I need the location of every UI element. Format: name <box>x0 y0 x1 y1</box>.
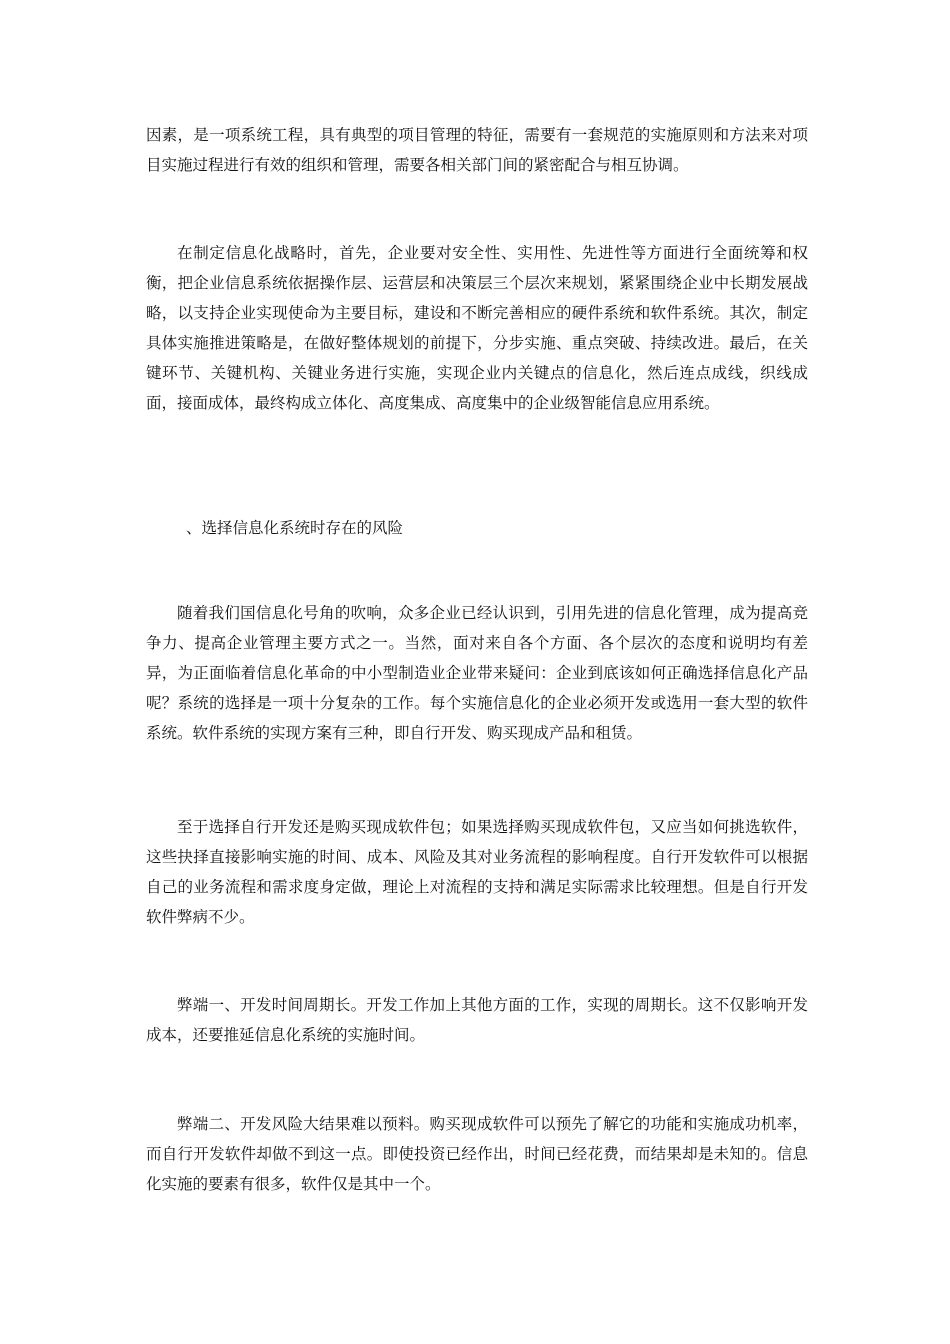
paragraph-drawback-two: 弊端二、开发风险大结果难以预料。购买现成软件可以预先了解它的功能和实施成功机率，而自行开发软件却做不到这一点。即使投资已经作出，时间已经花费，而结果却是未知的。信息化实施的要素有很多，软件仅是其中一个。 <box>146 1115 808 1193</box>
paragraph-strategy: 在制定信息化战略时，首先，企业要对安全性、实用性、先进性等方面进行全面统筹和权衡，把企业信息系统依据操作层、运营层和决策层三个层次来规划，紧紧围绕企业中长期发展战略，以支持企业实现使命为主要目标，建设和不断完善相应的硬件系统和软件系统。其次，制定具体实施推进策略是，在做好整体规划的前提下，分步实施、重点突破、持续改进。最后，在关键环节、关键机构、关键业务进行实施，实现企业内关键点的信息化，然后连点成线，织线成面，接面成体，最终构成立体化、高度集成、高度集中的企业级智能信息应用系统。 <box>146 244 808 412</box>
paragraph-self-development: 至于选择自行开发还是购买现成软件包；如果选择购买现成软件包，又应当如何挑选软件，这些抉择直接影响实施的时间、成本、风险及其对业务流程的影响程度。自行开发软件可以根据自己的业务流程和需求度身定做，理论上对流程的支持和满足实际需求比较理想。但是自行开发软件弊病不少。 <box>146 818 808 926</box>
section-heading: 、选择信息化系统时存在的风险 <box>186 519 404 537</box>
paragraph-continuation: 因素，是一项系统工程，具有典型的项目管理的特征，需要有一套规范的实施原则和方法来对项目实施过程进行有效的组织和管理，需要各相关部门间的紧密配合与相互协调。 <box>146 126 808 174</box>
paragraph-selection: 随着我们国信息化号角的吹响，众多企业已经认识到，引用先进的信息化管理，成为提高竞争力、提高企业管理主要方式之一。当然，面对来自各个方面、各个层次的态度和说明均有差异，为正面临着信息化革命的中小型制造业企业带来疑问：企业到底该如何正确选择信息化产品呢？系统的选择是一项十分复杂的工作。每个实施信息化的企业必须开发或选用一套大型的软件系统。软件系统的实现方案有三种，即自行开发、购买现成产品和租赁。 <box>146 604 808 742</box>
paragraph-drawback-one: 弊端一、开发时间周期长。开发工作加上其他方面的工作，实现的周期长。这不仅影响开发成本，还要推延信息化系统的实施时间。 <box>146 996 808 1044</box>
